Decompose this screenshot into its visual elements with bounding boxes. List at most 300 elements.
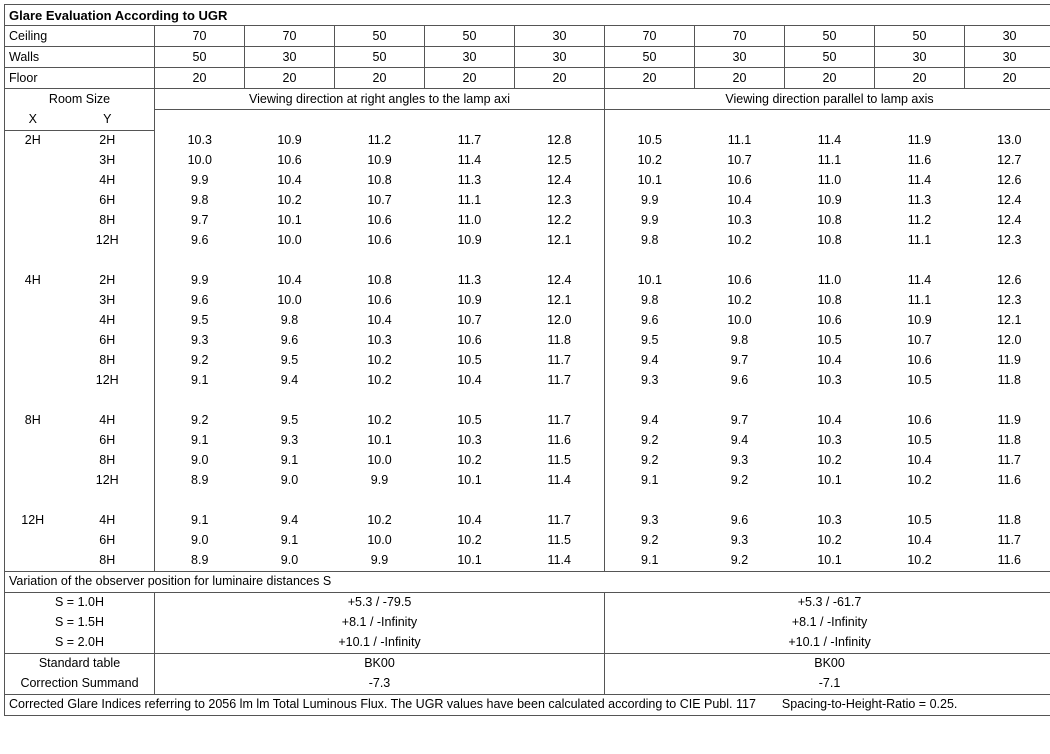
ugr-value-perpendicular: 10.0 [335,531,425,551]
ugr-value-perpendicular: 10.8 [335,271,425,291]
spacer [695,391,785,411]
ugr-value-perpendicular: 10.2 [335,411,425,431]
ugr-value-parallel: 11.3 [875,191,965,211]
ugr-value-parallel: 10.3 [695,211,785,231]
ugr-value-parallel: 9.2 [605,431,695,451]
standard-table-row [5,653,1050,674]
ugr-value-parallel: 10.5 [875,511,965,531]
room-size-x [5,171,61,191]
spacer [515,491,605,511]
spacer [605,110,695,131]
ugr-value-perpendicular: 11.7 [515,511,605,531]
room-size-y: 3H [61,291,155,311]
viewing-direction-perpendicular-header: Viewing direction at right angles to the lamp axi [155,89,605,110]
walls-value: 50 [335,47,425,68]
ugr-value-perpendicular: 9.5 [245,351,335,371]
walls-value: 30 [425,47,515,68]
room-size-y: 6H [61,191,155,211]
ugr-value-perpendicular: 11.2 [335,130,425,151]
group-spacer-row [5,251,1050,271]
ugr-value-perpendicular: 9.2 [155,351,245,371]
variation-perpendicular-value: +10.1 / -Infinity [155,633,605,654]
ugr-value-parallel: 10.2 [785,531,875,551]
ugr-value-parallel: 9.7 [695,351,785,371]
ugr-value-perpendicular: 10.6 [335,231,425,251]
spacer [155,491,245,511]
ugr-value-parallel: 10.1 [605,171,695,191]
spacer [425,491,515,511]
ugr-value-parallel: 13.0 [965,130,1050,151]
ugr-value-parallel: 10.5 [875,371,965,391]
ugr-value-perpendicular: 10.0 [335,451,425,471]
variation-parallel-value: +5.3 / -61.7 [605,592,1050,613]
variation-label: S = 1.0H [5,592,155,613]
spacer [875,391,965,411]
floor-value: 20 [515,68,605,89]
direction-header-row [5,89,1050,110]
spacer [515,251,605,271]
room-size-y: 2H [61,271,155,291]
variation-label: S = 2.0H [5,633,155,654]
ugr-value-parallel: 11.6 [965,551,1050,572]
ugr-value-parallel: 11.4 [875,171,965,191]
spacer [965,491,1050,511]
table-row [5,291,1050,311]
spacer [695,110,785,131]
ugr-value-perpendicular: 9.6 [155,231,245,251]
ugr-value-perpendicular: 10.1 [425,471,515,491]
correction-summand-row [5,674,1050,695]
ugr-value-perpendicular: 9.5 [245,411,335,431]
standard-table-perpendicular-value: BK00 [155,653,605,674]
spacer [335,391,425,411]
reflectance-row-ceiling [5,26,1050,47]
ugr-value-perpendicular: 10.3 [335,331,425,351]
ugr-value-perpendicular: 9.9 [335,471,425,491]
ugr-value-perpendicular: 10.3 [425,431,515,451]
ugr-value-parallel: 11.4 [785,130,875,151]
floor-value: 20 [785,68,875,89]
x-header: X [5,110,61,131]
room-size-y: 12H [61,231,155,251]
ugr-value-parallel: 11.1 [875,291,965,311]
variation-title-row [5,571,1050,592]
ugr-value-perpendicular: 12.0 [515,311,605,331]
ugr-value-parallel: 10.3 [785,371,875,391]
ugr-value-perpendicular: 8.9 [155,471,245,491]
ugr-value-perpendicular: 10.2 [245,191,335,211]
floor-value: 20 [605,68,695,89]
ugr-value-parallel: 10.6 [785,311,875,331]
ugr-value-perpendicular: 9.4 [245,511,335,531]
spacer [785,391,875,411]
ugr-value-parallel: 10.7 [695,151,785,171]
room-size-y: 6H [61,531,155,551]
room-size-y: 8H [61,551,155,572]
ugr-value-perpendicular: 9.3 [155,331,245,351]
ugr-value-perpendicular: 10.9 [245,130,335,151]
ugr-value-parallel: 10.5 [785,331,875,351]
ugr-value-parallel: 11.9 [965,411,1050,431]
ugr-value-parallel: 10.2 [695,231,785,251]
footnote-text: Corrected Glare Indices referring to 2056 lm lm Total Luminous Flux. The UGR values have been calculated according to CIE Publ. 117 [9,695,756,714]
room-size-x [5,531,61,551]
ceiling-value: 70 [605,26,695,47]
ugr-value-parallel: 9.3 [605,511,695,531]
spacer [515,391,605,411]
ugr-value-parallel: 10.1 [785,551,875,572]
ugr-value-perpendicular: 9.5 [155,311,245,331]
table-row [5,211,1050,231]
ugr-value-perpendicular: 9.4 [245,371,335,391]
ugr-value-perpendicular: 10.0 [155,151,245,171]
ugr-value-parallel: 11.6 [875,151,965,171]
spacer [515,110,605,131]
ugr-value-parallel: 10.1 [785,471,875,491]
ugr-value-perpendicular: 9.0 [155,451,245,471]
ugr-value-parallel: 10.4 [695,191,785,211]
ugr-value-perpendicular: 9.1 [155,431,245,451]
ugr-value-perpendicular: 12.1 [515,231,605,251]
table-row [5,151,1050,171]
ugr-value-perpendicular: 10.9 [335,151,425,171]
spacer [875,110,965,131]
ugr-value-parallel: 10.2 [605,151,695,171]
ugr-value-perpendicular: 12.4 [515,271,605,291]
ugr-value-parallel: 10.5 [605,130,695,151]
standard-table-parallel-value: BK00 [605,653,1050,674]
ugr-value-perpendicular: 9.9 [155,271,245,291]
table-row [5,451,1050,471]
correction-summand-label: Correction Summand [5,674,155,695]
ugr-value-perpendicular: 10.0 [245,291,335,311]
table-row [5,431,1050,451]
floor-value: 20 [245,68,335,89]
ugr-value-perpendicular: 11.3 [425,171,515,191]
ugr-value-parallel: 9.8 [605,291,695,311]
ugr-value-perpendicular: 10.9 [425,231,515,251]
ugr-value-parallel: 12.7 [965,151,1050,171]
spacer [245,251,335,271]
room-size-x [5,291,61,311]
room-size-x: 12H [5,511,61,531]
ugr-table [4,4,1050,716]
reflectance-row-floor [5,68,1050,89]
ugr-value-perpendicular: 9.0 [245,471,335,491]
ugr-value-parallel: 9.4 [605,351,695,371]
spacer [245,110,335,131]
ugr-value-perpendicular: 9.9 [155,171,245,191]
room-size-x [5,231,61,251]
spacer [155,110,245,131]
ugr-value-perpendicular: 9.1 [245,531,335,551]
ugr-value-parallel: 10.4 [875,451,965,471]
room-size-y: 4H [61,171,155,191]
ugr-value-perpendicular: 9.0 [245,551,335,572]
table-row [5,511,1050,531]
spacer [425,391,515,411]
ugr-value-parallel: 10.3 [785,511,875,531]
floor-value: 20 [965,68,1050,89]
ugr-value-parallel: 10.8 [785,231,875,251]
ugr-value-parallel: 10.6 [695,171,785,191]
walls-value: 30 [245,47,335,68]
variation-perpendicular-value: +8.1 / -Infinity [155,613,605,633]
ugr-value-parallel: 9.4 [695,431,785,451]
ugr-value-parallel: 9.8 [695,331,785,351]
ugr-value-perpendicular: 9.6 [245,331,335,351]
ugr-value-perpendicular: 10.4 [245,171,335,191]
spacer [875,491,965,511]
ugr-value-parallel: 10.6 [695,271,785,291]
room-size-x: 4H [5,271,61,291]
variation-row [5,633,1050,654]
spacer [61,491,155,511]
spacer [61,391,155,411]
ceiling-value: 70 [155,26,245,47]
room-size-x [5,331,61,351]
ugr-value-perpendicular: 9.1 [155,371,245,391]
standard-table-label: Standard table [5,653,155,674]
variation-row [5,613,1050,633]
ugr-value-perpendicular: 11.5 [515,531,605,551]
group-spacer-row [5,491,1050,511]
ugr-value-perpendicular: 9.0 [155,531,245,551]
ugr-value-perpendicular: 10.4 [245,271,335,291]
ugr-value-parallel: 11.9 [875,130,965,151]
ugr-value-perpendicular: 11.5 [515,451,605,471]
walls-value: 30 [965,47,1050,68]
ugr-value-parallel: 9.5 [605,331,695,351]
ugr-value-parallel: 10.0 [695,311,785,331]
ugr-value-parallel: 9.2 [695,551,785,572]
spacer [245,391,335,411]
ugr-value-perpendicular: 11.7 [515,411,605,431]
ugr-value-parallel: 9.9 [605,191,695,211]
ugr-value-parallel: 9.1 [605,471,695,491]
floor-value: 20 [425,68,515,89]
group-spacer-row [5,391,1050,411]
ugr-value-parallel: 11.8 [965,371,1050,391]
variation-perpendicular-value: +5.3 / -79.5 [155,592,605,613]
table-row [5,130,1050,151]
ugr-value-perpendicular: 12.5 [515,151,605,171]
room-size-y: 8H [61,451,155,471]
spacer [335,110,425,131]
room-size-y: 4H [61,311,155,331]
spacer [425,251,515,271]
row-label-walls: Walls [5,47,155,68]
room-size-x: 8H [5,411,61,431]
room-size-y: 8H [61,211,155,231]
ugr-value-parallel: 11.2 [875,211,965,231]
spacer [155,251,245,271]
walls-value: 50 [605,47,695,68]
room-size-header: Room Size [5,89,155,110]
floor-value: 20 [155,68,245,89]
ugr-value-parallel: 9.6 [695,511,785,531]
ugr-value-perpendicular: 11.4 [515,471,605,491]
walls-value: 50 [785,47,875,68]
ugr-value-parallel: 11.9 [965,351,1050,371]
spacer [155,391,245,411]
reflectance-row-walls [5,47,1050,68]
ugr-value-perpendicular: 10.4 [425,511,515,531]
ugr-value-perpendicular: 11.1 [425,191,515,211]
ugr-value-perpendicular: 12.3 [515,191,605,211]
correction-summand-parallel-value: -7.1 [605,674,1050,695]
ugr-value-perpendicular: 10.3 [155,130,245,151]
room-size-y: 2H [61,130,155,151]
spacer [875,251,965,271]
ugr-value-parallel: 10.6 [875,351,965,371]
spacer [335,491,425,511]
ceiling-value: 50 [875,26,965,47]
variation-title: Variation of the observer position for luminaire distances S [5,571,1050,592]
ugr-value-parallel: 9.7 [695,411,785,431]
room-size-x [5,431,61,451]
y-header: Y [61,110,155,131]
ugr-value-perpendicular: 9.9 [335,551,425,572]
table-row [5,351,1050,371]
room-size-x [5,311,61,331]
spacer [5,491,61,511]
ugr-value-perpendicular: 12.4 [515,171,605,191]
spacer [785,491,875,511]
table-row [5,411,1050,431]
room-size-x [5,551,61,572]
ugr-value-parallel: 11.1 [875,231,965,251]
ugr-value-perpendicular: 10.1 [335,431,425,451]
ugr-value-perpendicular: 12.2 [515,211,605,231]
table-row [5,171,1050,191]
ugr-value-perpendicular: 11.7 [425,130,515,151]
ceiling-value: 70 [695,26,785,47]
spacer [605,491,695,511]
ceiling-value: 30 [515,26,605,47]
ugr-value-perpendicular: 11.8 [515,331,605,351]
ugr-value-parallel: 12.1 [965,311,1050,331]
ugr-value-parallel: 10.1 [605,271,695,291]
ugr-value-perpendicular: 11.4 [425,151,515,171]
ugr-value-perpendicular: 9.2 [155,411,245,431]
ugr-value-perpendicular: 12.1 [515,291,605,311]
table-row [5,371,1050,391]
spacer [5,251,61,271]
room-size-y: 4H [61,511,155,531]
ugr-value-parallel: 11.0 [785,171,875,191]
room-size-x [5,471,61,491]
ugr-value-perpendicular: 11.0 [425,211,515,231]
ugr-value-parallel: 10.8 [785,291,875,311]
ugr-value-perpendicular: 10.1 [425,551,515,572]
ugr-value-parallel: 9.8 [605,231,695,251]
ugr-value-perpendicular: 8.9 [155,551,245,572]
room-size-x [5,191,61,211]
ugr-value-perpendicular: 9.8 [245,311,335,331]
ugr-value-parallel: 11.7 [965,531,1050,551]
ugr-value-perpendicular: 10.2 [335,351,425,371]
ugr-value-parallel: 12.4 [965,211,1050,231]
ugr-value-parallel: 11.7 [965,451,1050,471]
ugr-value-perpendicular: 11.4 [515,551,605,572]
ugr-value-perpendicular: 10.0 [245,231,335,251]
footnote [5,694,1050,715]
row-label-ceiling: Ceiling [5,26,155,47]
ugr-value-perpendicular: 9.1 [155,511,245,531]
ugr-value-perpendicular: 10.8 [335,171,425,191]
spacer [605,391,695,411]
xy-header-row [5,110,1050,131]
ugr-value-perpendicular: 10.7 [335,191,425,211]
ugr-value-parallel: 11.4 [875,271,965,291]
room-size-y: 3H [61,151,155,171]
ugr-value-perpendicular: 10.9 [425,291,515,311]
ugr-value-parallel: 10.9 [785,191,875,211]
ugr-value-parallel: 11.0 [785,271,875,291]
ugr-data-body [5,130,1050,571]
table-row [5,331,1050,351]
room-size-x [5,351,61,371]
ceiling-value: 30 [965,26,1050,47]
ugr-value-perpendicular: 11.6 [515,431,605,451]
spacer [785,110,875,131]
ugr-value-parallel: 11.1 [695,130,785,151]
spacer [425,110,515,131]
ugr-value-perpendicular: 11.7 [515,371,605,391]
ugr-value-parallel: 10.6 [875,411,965,431]
ugr-value-parallel: 9.6 [695,371,785,391]
ugr-report-sheet [0,4,1050,754]
ugr-value-perpendicular: 12.8 [515,130,605,151]
floor-value: 20 [335,68,425,89]
ugr-value-parallel: 11.8 [965,431,1050,451]
ugr-value-perpendicular: 10.5 [425,351,515,371]
ugr-value-parallel: 9.4 [605,411,695,431]
room-size-y: 6H [61,431,155,451]
ugr-value-parallel: 10.3 [785,431,875,451]
ugr-value-perpendicular: 10.6 [335,291,425,311]
ugr-value-perpendicular: 10.2 [335,511,425,531]
ugr-value-parallel: 12.3 [965,291,1050,311]
room-size-y: 12H [61,371,155,391]
ugr-value-perpendicular: 10.4 [425,371,515,391]
ugr-value-perpendicular: 9.1 [245,451,335,471]
spacer [965,251,1050,271]
viewing-direction-parallel-header: Viewing direction parallel to lamp axis [605,89,1050,110]
room-size-y: 12H [61,471,155,491]
title-row [5,5,1050,26]
room-size-x [5,451,61,471]
walls-value: 30 [695,47,785,68]
spacer [605,251,695,271]
ugr-value-parallel: 11.6 [965,471,1050,491]
table-row [5,271,1050,291]
variation-parallel-value: +8.1 / -Infinity [605,613,1050,633]
ugr-value-perpendicular: 9.8 [155,191,245,211]
ugr-value-perpendicular: 11.7 [515,351,605,371]
floor-value: 20 [875,68,965,89]
floor-value: 20 [695,68,785,89]
page-title: Glare Evaluation According to UGR [5,5,1050,26]
ugr-value-parallel: 10.4 [785,411,875,431]
ugr-value-parallel: 9.2 [695,471,785,491]
ugr-value-parallel: 9.2 [605,531,695,551]
ugr-value-perpendicular: 10.2 [335,371,425,391]
table-row [5,551,1050,572]
ugr-value-parallel: 10.2 [785,451,875,471]
table-row [5,231,1050,251]
